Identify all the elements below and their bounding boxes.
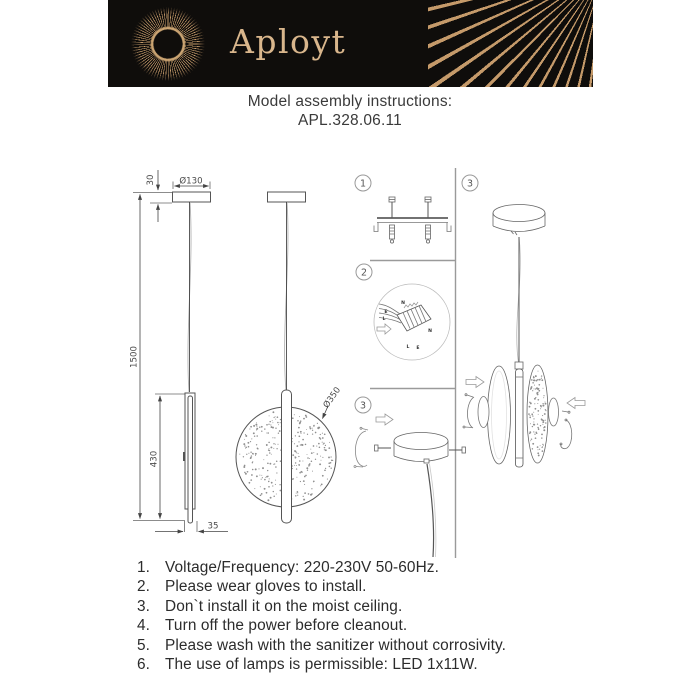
- item-number: 3.: [137, 597, 151, 615]
- item-number: 5.: [137, 636, 151, 654]
- list-item: [137, 558, 677, 577]
- model-number: APL.328.06.11: [297, 112, 402, 129]
- step-3-badge: 3: [359, 400, 367, 412]
- dim-canopy-diameter: Ø130: [179, 176, 203, 187]
- dim-overall-height: 1500: [129, 346, 140, 368]
- list-item: [137, 616, 677, 635]
- item-number: 1.: [137, 559, 151, 576]
- dim-canopy-height: 30: [146, 174, 156, 186]
- item-number: 6.: [137, 656, 151, 674]
- canopy-side: [173, 192, 211, 202]
- page-title: Model assembly instructions:: [247, 93, 453, 110]
- step-1-bracket-diagram: [374, 197, 451, 243]
- item-text: Voltage/Frequency: 220-230V 50-60Hz.: [165, 559, 439, 576]
- brand-banner: [108, 0, 593, 87]
- item-number: 2.: [137, 578, 151, 596]
- wire-label-n: N: [401, 301, 405, 306]
- item-text: The use of lamps is permissible: LED 1x11W.: [165, 656, 478, 674]
- dim-panel-width: 35: [207, 521, 219, 532]
- step-2-wiring-diagram: [374, 284, 450, 360]
- step-1-badge: 1: [359, 178, 367, 190]
- item-number: 4.: [137, 617, 151, 635]
- list-item: [137, 597, 677, 616]
- item-text: Please wash with the sanitizer without corrosivity.: [165, 636, 506, 654]
- canopy-front: [268, 192, 306, 202]
- sunburst-logo-icon: [129, 5, 207, 83]
- wire-label-n2: N: [428, 329, 432, 334]
- wire-label-e2: E: [416, 346, 420, 351]
- wire-label-l2: L: [406, 345, 410, 350]
- side-view: [133, 170, 228, 532]
- lamp-rod-front: [282, 390, 292, 523]
- item-text: Please wear gloves to install.: [165, 578, 367, 596]
- step-3-assembly-diagram: [463, 205, 585, 468]
- dim-panel-height: 430: [149, 450, 160, 468]
- technical-drawing: [0, 150, 700, 560]
- list-item: [137, 655, 677, 674]
- step-3b-badge: 3: [466, 178, 474, 190]
- panel-dividers: [370, 168, 456, 558]
- wire-label-l: L: [382, 317, 386, 322]
- item-text: Turn off the power before cleanout.: [165, 617, 408, 635]
- step-3-canopy-diagram: [354, 414, 466, 557]
- disc-blank: [488, 366, 511, 464]
- list-item: [137, 577, 677, 596]
- list-item: [137, 636, 677, 655]
- dim-disc-diameter: Ø350: [321, 385, 344, 411]
- brand-wordmark: Aployt: [230, 22, 347, 61]
- front-view: [236, 192, 336, 523]
- instruction-list: [137, 558, 677, 674]
- wire-label-e: E: [384, 310, 388, 315]
- corner-rays-icon: [428, 0, 593, 87]
- step-2-badge: 2: [360, 267, 368, 279]
- item-text: Don`t install it on the moist ceiling.: [165, 597, 403, 615]
